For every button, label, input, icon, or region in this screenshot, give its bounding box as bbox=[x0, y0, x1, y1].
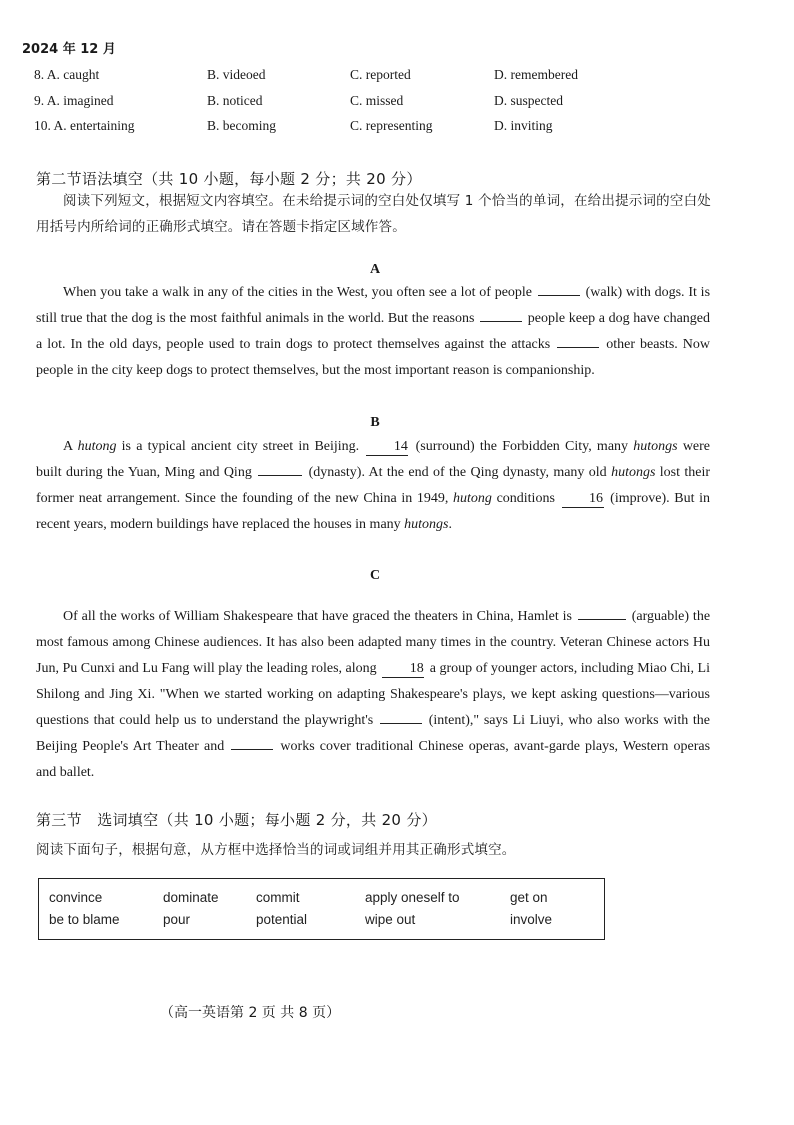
word-option: apply oneself to bbox=[365, 890, 460, 905]
blank-15[interactable] bbox=[258, 475, 302, 476]
passage-b-term: hutong bbox=[453, 491, 492, 506]
blank-18[interactable]: 18 bbox=[382, 661, 424, 678]
passage-c bbox=[36, 604, 710, 786]
option-8b: B. videoed bbox=[207, 67, 266, 82]
passage-b-text: . bbox=[448, 517, 452, 532]
option-8c: C. reported bbox=[350, 67, 411, 82]
blank-13[interactable] bbox=[557, 347, 599, 348]
word-box bbox=[38, 878, 605, 940]
option-10a: 10. A. entertaining bbox=[34, 118, 135, 133]
option-8a: 8. A. caught bbox=[34, 67, 100, 82]
blank-20[interactable] bbox=[231, 749, 273, 750]
passage-b-text: (surround) the Forbidden City, many bbox=[415, 439, 629, 454]
passage-a-text: people keep a dog have changed a lot. In the old days, people used to train dogs to protect themselves against the attacks bbox=[36, 311, 711, 352]
section3-title: 第三节 选词填空（共 10 小题；每小题 2 分，共 20 分） bbox=[36, 811, 437, 829]
passage-a bbox=[36, 280, 710, 384]
option-10d: D. inviting bbox=[494, 118, 553, 133]
word-option: commit bbox=[256, 890, 300, 905]
option-10b: B. becoming bbox=[207, 118, 276, 133]
option-9b: B. noticed bbox=[207, 93, 263, 108]
passage-c-text: a group of younger actors, including Miao Chi, Li Shilong and Jing Xi. "When we started working on adapting Shakespeare's plays, we kept asking questions—various questions that could help us to understand the playwright's bbox=[36, 661, 710, 728]
word-option: get on bbox=[510, 890, 548, 905]
page-header-date: 2024 年 12 月 bbox=[22, 42, 116, 57]
passage-c-title: C bbox=[369, 568, 381, 583]
word-option: wipe out bbox=[365, 912, 416, 927]
word-option: be to blame bbox=[49, 912, 120, 927]
section3-instruction: 阅读下面句子，根据句意，从方框中选择恰当的词或词组并用其正确形式填空。 bbox=[36, 842, 516, 858]
blank-14[interactable]: 14 bbox=[366, 439, 408, 456]
passage-a-text: other beasts. Now people in the city keep dogs to protect themselves, but the most important reason is companionship. bbox=[36, 337, 711, 378]
passage-b-text: were built during the Yuan, Ming and Qing bbox=[36, 439, 711, 480]
blank-19[interactable] bbox=[380, 723, 422, 724]
option-9c: C. missed bbox=[350, 93, 404, 108]
passage-b-text: conditions bbox=[496, 491, 555, 506]
word-option: involve bbox=[510, 912, 553, 927]
option-row-9 bbox=[34, 93, 634, 109]
option-row-8 bbox=[34, 67, 634, 83]
passage-b-text: A bbox=[63, 439, 73, 454]
passage-b-text: lost their former neat arrangement. Since the founding of the new China in 1949, bbox=[36, 465, 711, 506]
word-option: convince bbox=[49, 890, 103, 905]
word-option: pour bbox=[163, 912, 191, 927]
passage-a-text: (walk) with dogs. It is still true that the dog is the most faithful animals in the world. But the reasons bbox=[36, 285, 711, 326]
passage-b-term: hutongs bbox=[633, 439, 678, 454]
page-footer: （高一英语第 2 页 共 8 页） bbox=[160, 1005, 341, 1021]
word-option: dominate bbox=[163, 890, 219, 905]
passage-b-term: hutongs bbox=[404, 517, 449, 532]
option-9d: D. suspected bbox=[494, 93, 563, 108]
option-8d: D. remembered bbox=[494, 67, 578, 82]
word-option: potential bbox=[256, 912, 308, 927]
option-9a: 9. A. imagined bbox=[34, 93, 114, 108]
passage-c-text: (intent)," says Li Liuyi, who also works with the Beijing People's Art Theater and bbox=[36, 713, 711, 754]
section2-title: 第二节语法填空（共 10 小题，每小题 2 分；共 20 分） bbox=[36, 170, 422, 188]
blank-11[interactable] bbox=[538, 295, 580, 296]
passage-b-text: (improve). But in recent years, modern buildings have replaced the houses in many bbox=[36, 491, 711, 532]
passage-a-title: A bbox=[369, 262, 381, 277]
blank-12[interactable] bbox=[480, 321, 522, 322]
passage-b-title: B bbox=[370, 415, 380, 430]
option-row-10 bbox=[34, 118, 634, 134]
passage-c-text: works cover traditional Chinese operas, avant-garde plays, Western operas and ballet. bbox=[36, 739, 711, 780]
passage-b-text: is a typical ancient city street in Beijing. bbox=[121, 439, 360, 454]
passage-b-term: hutong bbox=[77, 439, 117, 454]
passage-c-text: (arguable) the most famous among Chinese audiences. It has also been adapted many times in the country. Veteran Chinese actors Hu Jun, Pu Cunxi and Lu Fang will play the leading roles, along bbox=[36, 609, 711, 676]
passage-b bbox=[36, 434, 710, 538]
passage-a-text: When you take a walk in any of the cities in the West, you often see a lot of people bbox=[63, 285, 533, 300]
section2-instruction: 阅读下列短文，根据短文内容填空。在未给提示词的空白处仅填写 1 个恰当的单词，在给出提示词的空白处用括号内所给词的正确形式填空。请在答题卡指定区域作答。 bbox=[36, 193, 711, 235]
option-10c: C. representing bbox=[350, 118, 433, 133]
blank-17[interactable] bbox=[578, 619, 626, 620]
passage-b-text: (dynasty). At the end of the Qing dynasty, many old bbox=[308, 465, 607, 480]
blank-16[interactable]: 16 bbox=[562, 491, 604, 508]
passage-b-term: hutongs bbox=[611, 465, 656, 480]
passage-c-text: Of all the works of William Shakespeare that have graced the theaters in China, Hamlet is bbox=[63, 609, 572, 624]
